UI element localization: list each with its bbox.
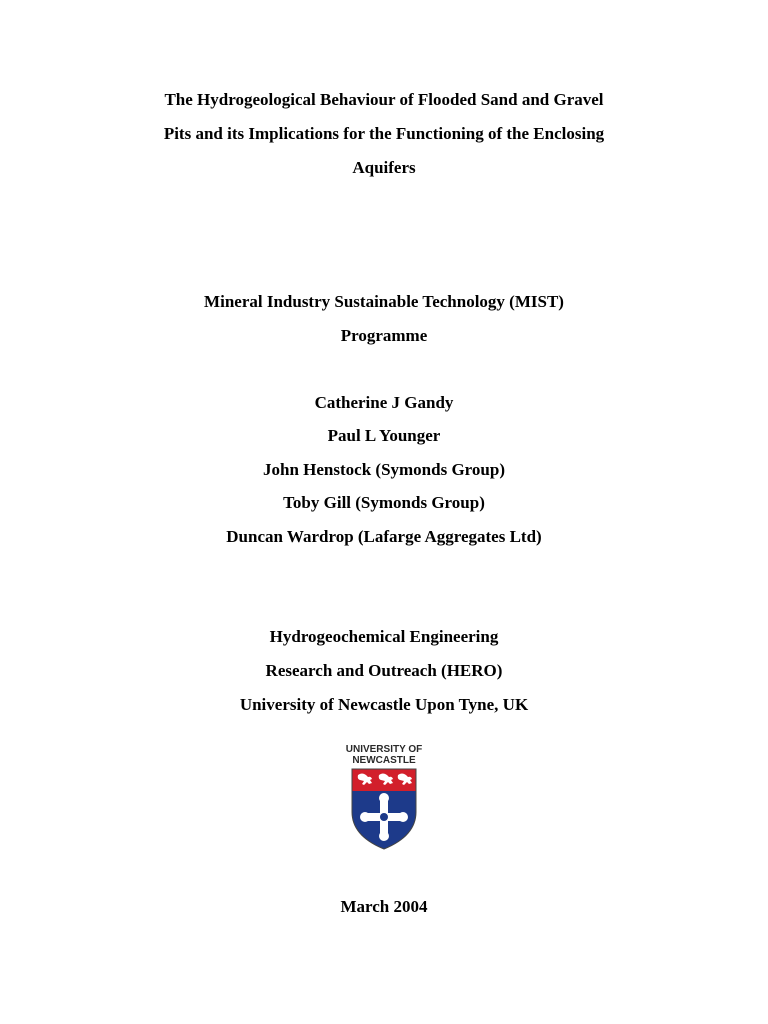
title-line-3: Aquifers: [352, 158, 416, 177]
title-line-2: Pits and its Implications for the Functioning of the Enclosing: [163, 124, 605, 143]
logo-text-line-1: UNIVERSITY OF: [345, 744, 423, 755]
author-4: Toby Gill (Symonds Group): [283, 493, 485, 512]
author-1: Catherine J Gandy: [314, 393, 454, 412]
institution-line-2: Research and Outreach (HERO): [265, 661, 503, 680]
date: March 2004: [340, 897, 428, 916]
institution-line-1: Hydrogeochemical Engineering: [269, 627, 499, 646]
university-logo: [338, 742, 430, 852]
title-line-1: The Hydrogeological Behaviour of Flooded Sand and Gravel: [164, 90, 604, 109]
shield-icon: [352, 769, 416, 851]
author-5: Duncan Wardrop (Lafarge Aggregates Ltd): [226, 527, 542, 546]
programme-line-2: Programme: [340, 326, 428, 345]
author-2: Paul L Younger: [327, 426, 441, 445]
institution-line-3: University of Newcastle Upon Tyne, UK: [239, 695, 529, 714]
author-3: John Henstock (Symonds Group): [263, 460, 505, 479]
programme-line-1: Mineral Industry Sustainable Technology (MIST): [204, 292, 564, 311]
logo-text-line-2: NEWCASTLE: [352, 755, 416, 766]
